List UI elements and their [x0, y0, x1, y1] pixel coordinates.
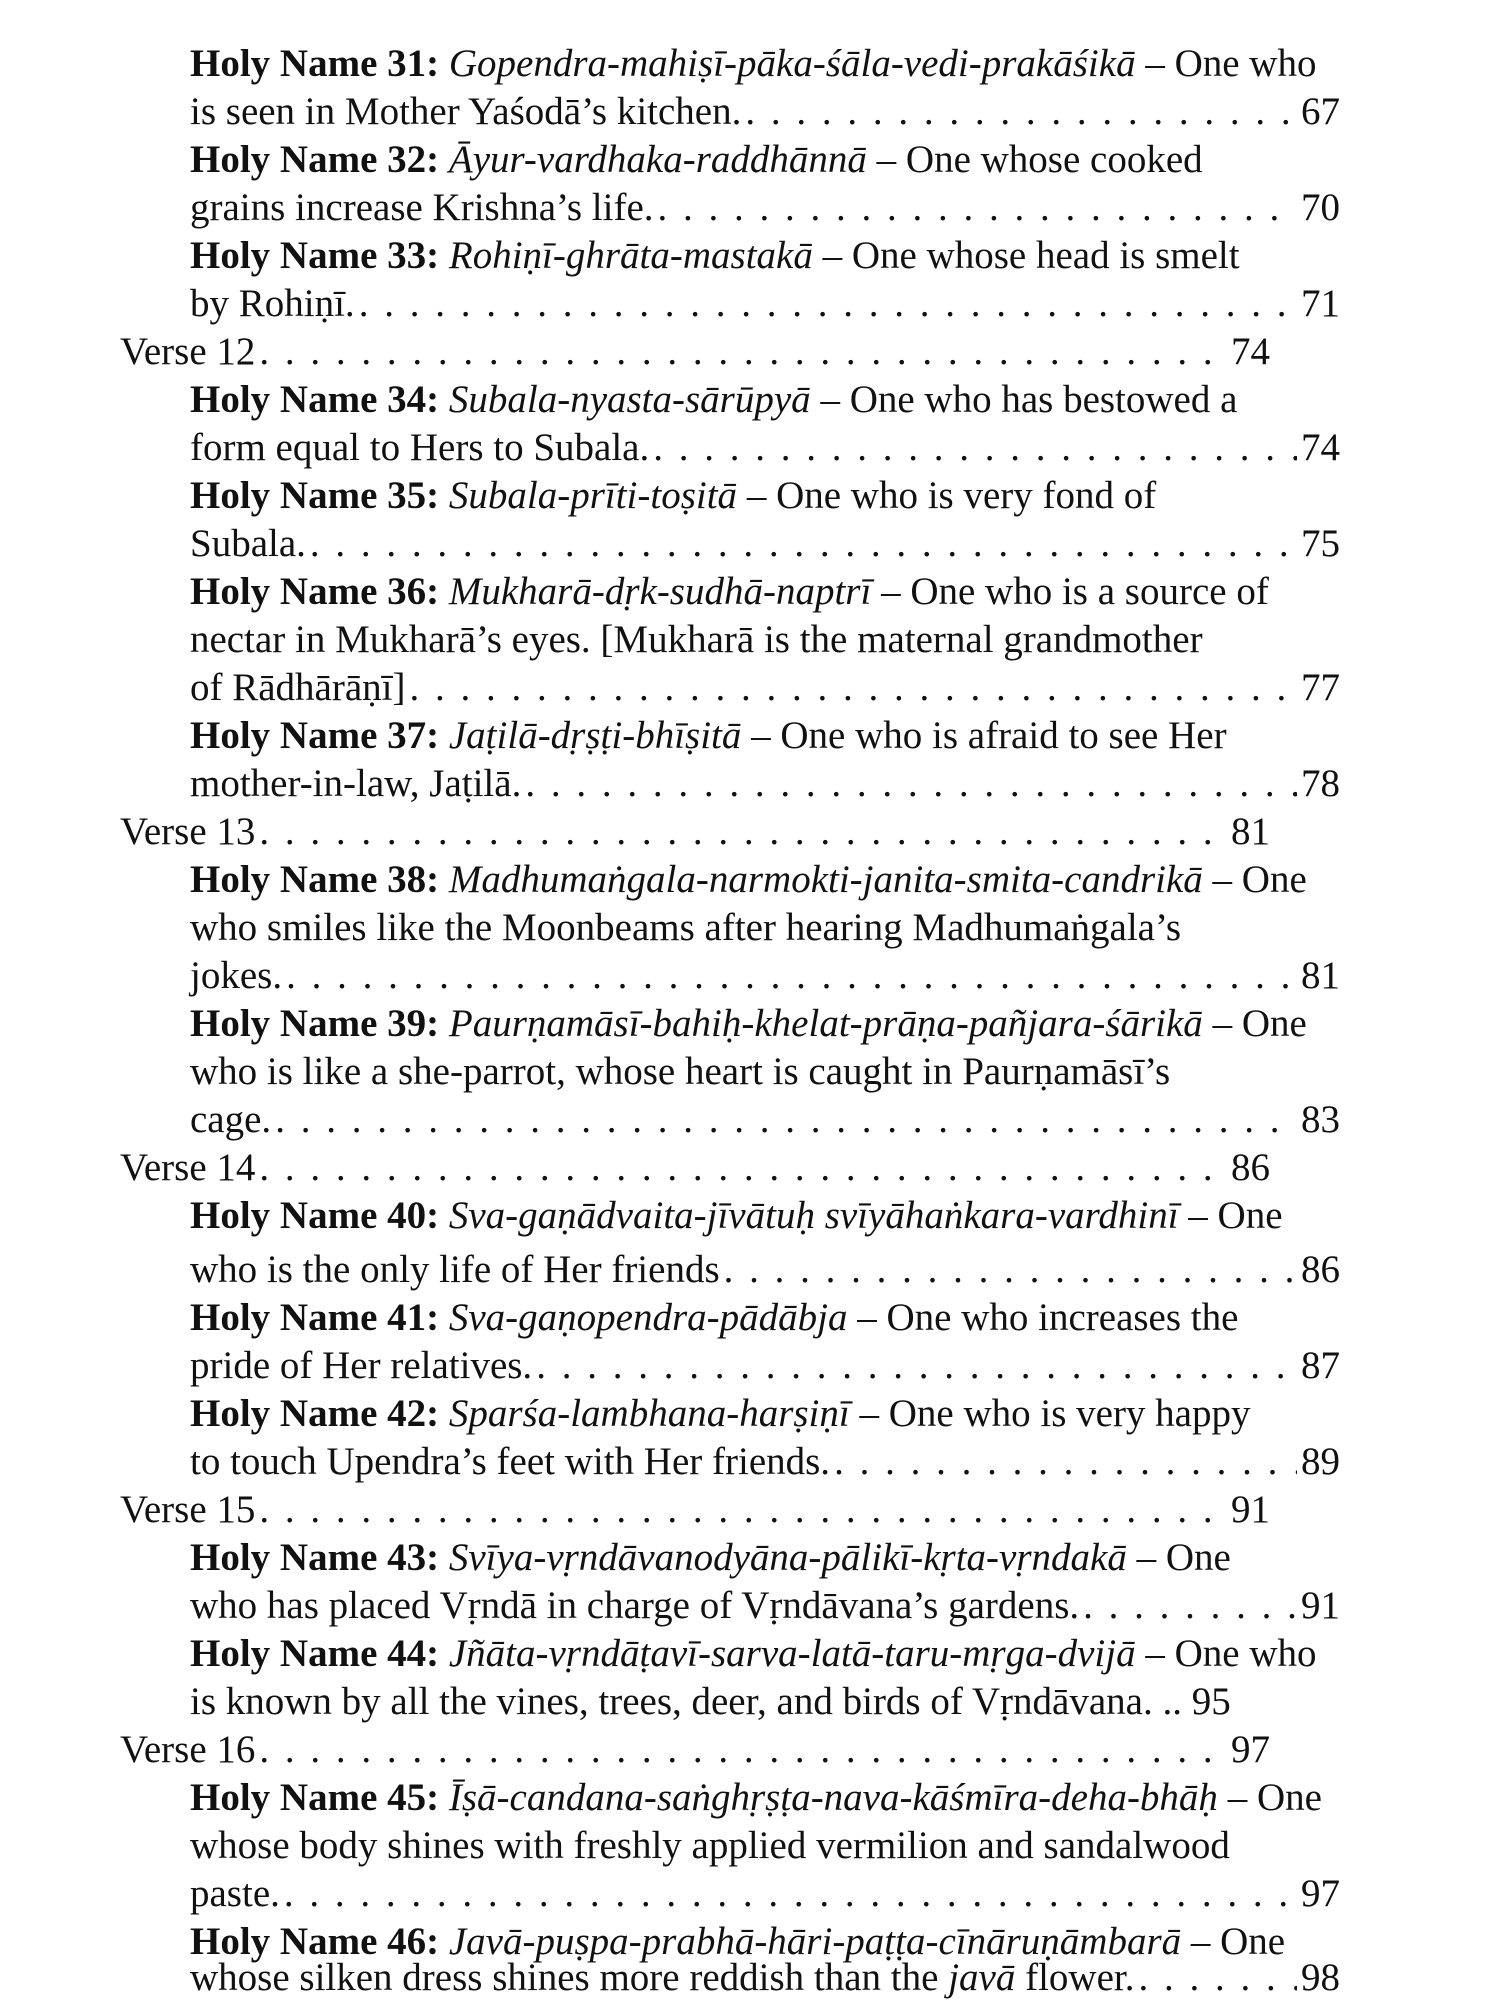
toc-entry-45: [190, 1774, 1322, 1822]
dot-leader: [1083, 1582, 1297, 1630]
toc-entry-37: [190, 712, 1227, 760]
toc-entry-34-line2: [190, 424, 1340, 472]
entry-description-part: flower.: [1015, 1956, 1135, 1999]
verse-title: Verse 14: [120, 1146, 256, 1189]
toc-entry-40: [190, 1192, 1283, 1240]
holy-name-label: Holy Name 46:: [190, 1920, 440, 1963]
toc-entry-33-line2: [190, 280, 1340, 328]
toc-entry-46-line2: [190, 1954, 1340, 2002]
holy-name-term: Svīya-vṛndāvanodyāna-pālikī-kṛta-vṛndakā: [448, 1536, 1127, 1579]
page-number: 91: [1301, 1584, 1340, 1627]
entry-description-cont: pride of Her relatives.: [190, 1344, 533, 1387]
toc-verse-13: [120, 808, 1270, 856]
verse-title: Verse 16: [120, 1728, 256, 1771]
holy-name-label: Holy Name 31:: [190, 42, 440, 85]
toc-entry-41-line2: [190, 1342, 1340, 1390]
holy-name-label: Holy Name 37:: [190, 714, 440, 757]
entry-description-cont: grains increase Krishna’s life.: [190, 186, 654, 229]
toc-verse-16: [120, 1726, 1270, 1774]
page-number: 89: [1301, 1440, 1340, 1483]
toc-entry-37-line2: [190, 760, 1340, 808]
dot-leader: [525, 760, 1297, 808]
verse-title: Verse 15: [120, 1488, 256, 1531]
holy-name-term: Madhumaṅgala-narmokti-janita-smita-candrikā: [448, 858, 1203, 901]
holy-name-label: Holy Name 40:: [190, 1194, 440, 1237]
entry-description-cont: to touch Upendra’s feet with Her friends.: [190, 1440, 831, 1483]
toc-entry-44: [190, 1630, 1316, 1678]
toc-entry-39-line2: [190, 1048, 1170, 1096]
toc-entry-38-line3: [190, 952, 1340, 1000]
entry-description-cont: mother-in-law, Jaṭilā.: [190, 762, 522, 805]
page-number: 74: [1301, 426, 1340, 469]
entry-description-cont: who is the only life of Her friends: [190, 1248, 720, 1291]
holy-name-term: Rohiṇī-ghrāta-mastakā: [448, 234, 813, 277]
toc-entry-35-line2: [190, 520, 1340, 568]
page-number: 71: [1301, 282, 1340, 325]
entry-description: – One whose head is smelt: [812, 234, 1240, 277]
page-number: 78: [1301, 762, 1340, 805]
dot-leader: [1139, 1954, 1298, 2002]
entry-description: – One who: [1135, 1632, 1317, 1675]
entry-description-cont: cage.: [190, 1098, 272, 1141]
entry-description-cont: [190, 1954, 1135, 2002]
holy-name-label: Holy Name 43:: [190, 1536, 440, 1579]
entry-description: – One: [1126, 1536, 1231, 1579]
dot-leader: [410, 664, 1298, 712]
toc-entry-39: [190, 1000, 1307, 1048]
toc-entry-43: [190, 1534, 1231, 1582]
entry-description: – One whose cooked: [866, 138, 1203, 181]
toc-entry-31: [190, 40, 1316, 88]
entry-description: – One who is a source of: [871, 570, 1269, 613]
page-number: 74: [1231, 330, 1270, 373]
page-number: 95: [1191, 1680, 1231, 1723]
toc-verse-12: [120, 328, 1270, 376]
toc-entry-43-line2: [190, 1582, 1340, 1630]
holy-name-label: Holy Name 38:: [190, 858, 440, 901]
holy-name-label: Holy Name 34:: [190, 378, 440, 421]
toc-entry-44-line2: [190, 1678, 1231, 1726]
holy-name-label: Holy Name 44:: [190, 1632, 440, 1675]
entry-description: – One: [1181, 1920, 1286, 1963]
dot-leader: [745, 88, 1297, 136]
page-number: 98: [1301, 1956, 1340, 1999]
holy-name-term: Īṣā-candana-saṅghṛṣṭa-nava-kāśmīra-deha-bhāḥ: [448, 1776, 1218, 1819]
holy-name-label: Holy Name 42:: [190, 1392, 440, 1435]
toc-entry-33: [190, 232, 1240, 280]
toc-entry-45-line2: [190, 1822, 1230, 1870]
entry-description-cont: Subala.: [190, 522, 306, 565]
holy-name-term: Subala-nyasta-sārūpyā: [448, 378, 811, 421]
page-number: 91: [1231, 1488, 1270, 1531]
page-number: 86: [1301, 1248, 1340, 1291]
page-number: 70: [1301, 186, 1340, 229]
dot-leader: [286, 952, 1297, 1000]
holy-name-term: Sva-gaṇopendra-pādābja: [448, 1296, 848, 1339]
dot-leader: [275, 1096, 1297, 1144]
page-number: 81: [1231, 810, 1270, 853]
entry-description-cont: who is like a she-parrot, whose heart is caught in Paurṇamāsī’s: [190, 1050, 1171, 1093]
toc-entry-38: [190, 856, 1307, 904]
entry-description-cont: by Rohiṇī.: [190, 282, 355, 325]
entry-description-italic: javā: [948, 1956, 1016, 1999]
entry-description-cont: of Rādhārāṇī]: [190, 666, 406, 709]
holy-name-term: Paurṇamāsī-bahiḥ-khelat-prāṇa-pañjara-śārikā: [448, 1002, 1203, 1045]
dot-leader: [536, 1342, 1297, 1390]
entry-description: – One: [1217, 1776, 1322, 1819]
page-number: 83: [1301, 1098, 1340, 1141]
holy-name-term: Javā-puṣpa-prabhā-hāri-paṭṭa-cīnāruṇāmbarā: [448, 1920, 1182, 1963]
holy-name-term: Sparśa-lambhana-harṣiṇī: [448, 1392, 850, 1435]
toc-entry-36-line2: [190, 616, 1203, 664]
toc-entry-45-line3: [190, 1870, 1340, 1918]
holy-name-term: Jaṭilā-dṛṣṭi-bhīṣitā: [448, 714, 742, 757]
entry-description-cont: is seen in Mother Yaśodā’s kitchen.: [190, 90, 742, 133]
entry-description: – One: [1202, 858, 1307, 901]
entry-description: – One: [1178, 1194, 1283, 1237]
entry-description: – One who has bestowed a: [810, 378, 1238, 421]
entry-description-cont: who has placed Vṛndā in charge of Vṛndāvana’s gardens.: [190, 1584, 1080, 1627]
dot-leader: [310, 520, 1297, 568]
toc-entry-32: [190, 136, 1203, 184]
holy-name-term: Mukharā-dṛk-sudhā-naptrī: [448, 570, 872, 613]
page-number: 75: [1301, 522, 1340, 565]
entry-description: – One: [1202, 1002, 1307, 1045]
dot-leader: [653, 424, 1297, 472]
entry-description: – One who is afraid to see Her: [741, 714, 1227, 757]
holy-name-term: Gopendra-mahiṣī-pāka-śāla-vedi-prakāśikā: [448, 42, 1136, 85]
page-number: 81: [1301, 954, 1340, 997]
toc-entry-42-line2: [190, 1438, 1340, 1486]
dot-leader: [259, 328, 1227, 376]
entry-description-cont: jokes.: [190, 954, 283, 997]
entry-description-cont: paste.: [190, 1872, 280, 1915]
dot-leader: [359, 280, 1297, 328]
holy-name-label: Holy Name 33:: [190, 234, 440, 277]
entry-description-cont: nectar in Mukharā’s eyes. [Mukharā is the maternal grandmother: [190, 618, 1203, 661]
toc-entry-38-line2: [190, 904, 1181, 952]
verse-title: Verse 12: [120, 330, 256, 373]
toc-entry-36-line3: [190, 664, 1340, 712]
dot-leader: [284, 1870, 1297, 1918]
holy-name-term: Sva-gaṇādvaita-jīvātuḥ svīyāhaṅkara-vardhinī: [448, 1194, 1179, 1237]
verse-title: Verse 13: [120, 810, 256, 853]
page-number: 97: [1301, 1872, 1340, 1915]
toc-entry-39-line3: [190, 1096, 1340, 1144]
page-number: 97: [1231, 1728, 1270, 1771]
holy-name-term: Subala-prīti-toṣitā: [448, 474, 738, 517]
page-number: 87: [1301, 1344, 1340, 1387]
dot-leader: [259, 808, 1227, 856]
holy-name-label: Holy Name 45:: [190, 1776, 440, 1819]
entry-description: – One who is very happy: [849, 1392, 1251, 1435]
toc-entry-41: [190, 1294, 1238, 1342]
dot-leader: [658, 184, 1297, 232]
dot-leader: [259, 1144, 1227, 1192]
holy-name-label: Holy Name 41:: [190, 1296, 440, 1339]
holy-name-label: Holy Name 36:: [190, 570, 440, 613]
toc-entry-36: [190, 568, 1269, 616]
toc-verse-15: [120, 1486, 1270, 1534]
entry-description: – One who: [1135, 42, 1317, 85]
holy-name-term: Āyur-vardhaka-raddhānnā: [448, 138, 867, 181]
entry-description-cont: whose body shines with freshly applied vermilion and sandalwood: [190, 1824, 1230, 1867]
toc-entry-35: [190, 472, 1156, 520]
page-number: 77: [1301, 666, 1340, 709]
toc-entry-40-line2: [190, 1246, 1340, 1294]
toc-verse-14: [120, 1144, 1270, 1192]
toc-entry-34: [190, 376, 1237, 424]
entry-description-cont: is known by all the vines, trees, deer, and birds of Vṛndāvana. ..: [190, 1680, 1182, 1723]
page-number: 86: [1231, 1146, 1270, 1189]
toc-entry-42: [190, 1390, 1251, 1438]
entry-description-part: whose silken dress shines more reddish than the: [190, 1956, 949, 1999]
entry-description: – One who increases the: [847, 1296, 1239, 1339]
toc-entry-32-line2: [190, 184, 1340, 232]
entry-description-cont: who smiles like the Moonbeams after hearing Madhumaṅgala’s: [190, 906, 1181, 949]
entry-description-cont: form equal to Hers to Subala.: [190, 426, 650, 469]
holy-name-term: Jñāta-vṛndāṭavī-sarva-latā-taru-mṛga-dvijā: [448, 1632, 1136, 1675]
entry-description: – One who is very fond of: [737, 474, 1157, 517]
dot-leader: [259, 1726, 1227, 1774]
dot-leader: [834, 1438, 1297, 1486]
holy-name-label: Holy Name 35:: [190, 474, 440, 517]
holy-name-label: Holy Name 32:: [190, 138, 440, 181]
holy-name-label: Holy Name 39:: [190, 1002, 440, 1045]
page-number: 67: [1301, 90, 1340, 133]
toc-entry-31-line2: [190, 88, 1340, 136]
dot-leader: [259, 1486, 1227, 1534]
dot-leader: [724, 1246, 1297, 1294]
